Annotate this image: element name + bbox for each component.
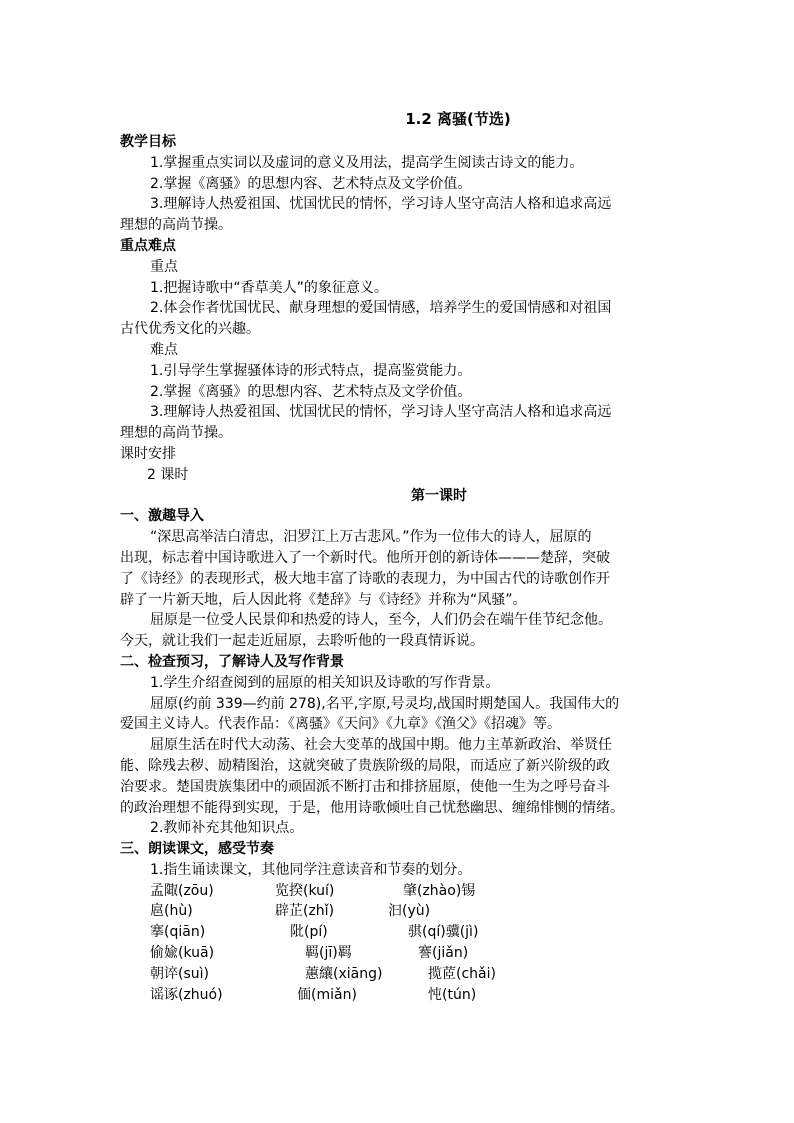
pronunciation-item: 汩(yù) [388,903,431,920]
difficulty-item: 2.掌握《离骚》的思想内容、艺术特点及文学价值。 [150,383,472,400]
paragraph-line: “深思高举洁白清忠，汨罗江上万古悲风。”作为一位伟大的诗人，屈原的 [150,529,592,546]
pronunciation-item: 阰(pí) [290,924,328,941]
pronunciation-item: 辟芷(zhǐ) [275,903,335,920]
paragraph-line: 屈原生活在时代大动荡、社会大变革的战国中期。他力主革新政治、举贤任 [150,737,612,754]
paragraph-line: 治要求。楚国贵族集团中的顽固派不断打击和排挤屈原，使他一生为之呼号奋斗 [120,778,610,795]
objectives-heading: 教学目标 [120,134,176,150]
pronunciation-item: 蕙纕(xiāng) [305,965,383,982]
paragraph-line: 今天，就让我们一起走近屈原，去聆听他的一段真情诉说。 [120,633,484,650]
key-item: 1.把握诗歌中“香草美人”的象征意义。 [150,279,388,296]
pronunciation-item: 谣诼(zhuó) [150,986,223,1003]
pronunciation-item: 搴(qiān) [150,924,206,941]
paragraph-line: 了《诗经》的表现形式，极大地丰富了诗歌的表现力，为中国古代的诗歌创作开 [120,570,610,587]
pronunciation-row [120,964,676,985]
section-heading: 三、朗读课文，感受节奏 [120,841,274,858]
document-title: 1.2 离骚(节选) [405,110,511,128]
difficulty-label: 难点 [150,341,178,358]
pronunciation-item: 偭(miǎn) [297,986,357,1003]
lesson-heading: 第一课时 [411,487,467,504]
paragraph-line: 屈原(约前 339—约前 278),名平,字原,号灵均,战国时期楚国人。我国伟大的 [150,695,620,712]
pronunciation-row [120,901,676,922]
pronunciation-row [120,985,676,1006]
pronunciation-row [120,922,676,943]
schedule-heading: 课时安排 [120,445,176,462]
section-heading: 一、激趣导入 [120,508,204,525]
difficulty-item-continued: 理想的高尚节操。 [120,425,232,442]
paragraph-line: 辟了一片新天地，后人因此将《楚辞》与《诗经》并称为“风骚”。 [120,591,527,608]
pronunciation-row [120,943,676,964]
paragraph-line: 出现，标志着中国诗歌进入了一个新时代。他所开创的新诗体———楚辞，突破 [120,549,610,566]
schedule-value: 2 课时 [147,466,189,483]
difficulty-item: 3.理解诗人热爱祖国、忧国忧民的情怀，学习诗人坚守高洁人格和追求高远 [150,404,612,421]
pronunciation-item: 骐(qí)骥(jì) [408,924,479,941]
key-label: 重点 [150,258,178,275]
pronunciation-item: 偷婾(kuā) [150,945,215,962]
objective-item: 1.掌握重点实词以及虚词的意义及用法，提高学生阅读古诗文的能力。 [150,154,584,171]
paragraph-line: 爱国主义诗人。代表作品：《离骚》《天问》《九章》《渔父》《招魂》等。 [120,716,561,733]
keypoints-heading: 重点难点 [120,237,176,254]
paragraph-line: 的政治理想不能得到实现，于是，他用诗歌倾吐自己忧愁幽思、缠绵悱恻的情绪。 [120,799,624,816]
paragraph-line: 能、除残去秽、励精图治，这就突破了贵族阶级的局限，而适应了新兴阶级的政 [120,757,610,774]
key-item-continued: 古代优秀文化的兴趣。 [120,321,260,338]
pronunciation-item: 羁(jī)羁 [305,945,352,962]
paragraph-line: 屈原是一位受人民景仰和热爱的诗人，至今，人们仍会在端午佳节纪念他。 [150,612,612,629]
pronunciation-row [120,881,676,902]
pronunciation-item: 览揆(kuí) [275,882,335,899]
pronunciation-item: 揽茝(chǎi) [428,965,496,982]
paragraph-line: 1.指生诵读课文，其他同学注意读音和节奏的划分。 [150,861,472,878]
document-body [120,106,676,1005]
pronunciation-item: 朝谇(suì) [150,965,209,982]
key-item: 2.体会作者忧国忧民、献身理想的爱国情感，培养学生的爱国情感和对祖国 [150,300,612,317]
pronunciation-item: 孟陬(zōu) [150,882,214,899]
pronunciation-item: 謇(jiǎn) [418,945,469,962]
pronunciation-item: 忳(tún) [428,986,477,1003]
objective-item-continued: 理想的高尚节操。 [120,217,232,234]
pronunciation-item: 扈(hù) [150,903,193,920]
paragraph-line: 2.教师补充其他知识点。 [150,820,304,837]
paragraph-line: 1.学生介绍查阅到的屈原的相关知识及诗歌的写作背景。 [150,674,500,691]
difficulty-item: 1.引导学生掌握骚体诗的形式特点，提高鉴赏能力。 [150,362,472,379]
objective-item: 3.理解诗人热爱祖国、忧国忧民的情怀，学习诗人坚守高洁人格和追求高远 [150,196,612,213]
pronunciation-item: 肇(zhào)锡 [403,882,476,899]
objective-item: 2.掌握《离骚》的思想内容、艺术特点及文学价值。 [150,175,472,192]
section-heading: 二、检查预习，了解诗人及写作背景 [120,653,344,670]
